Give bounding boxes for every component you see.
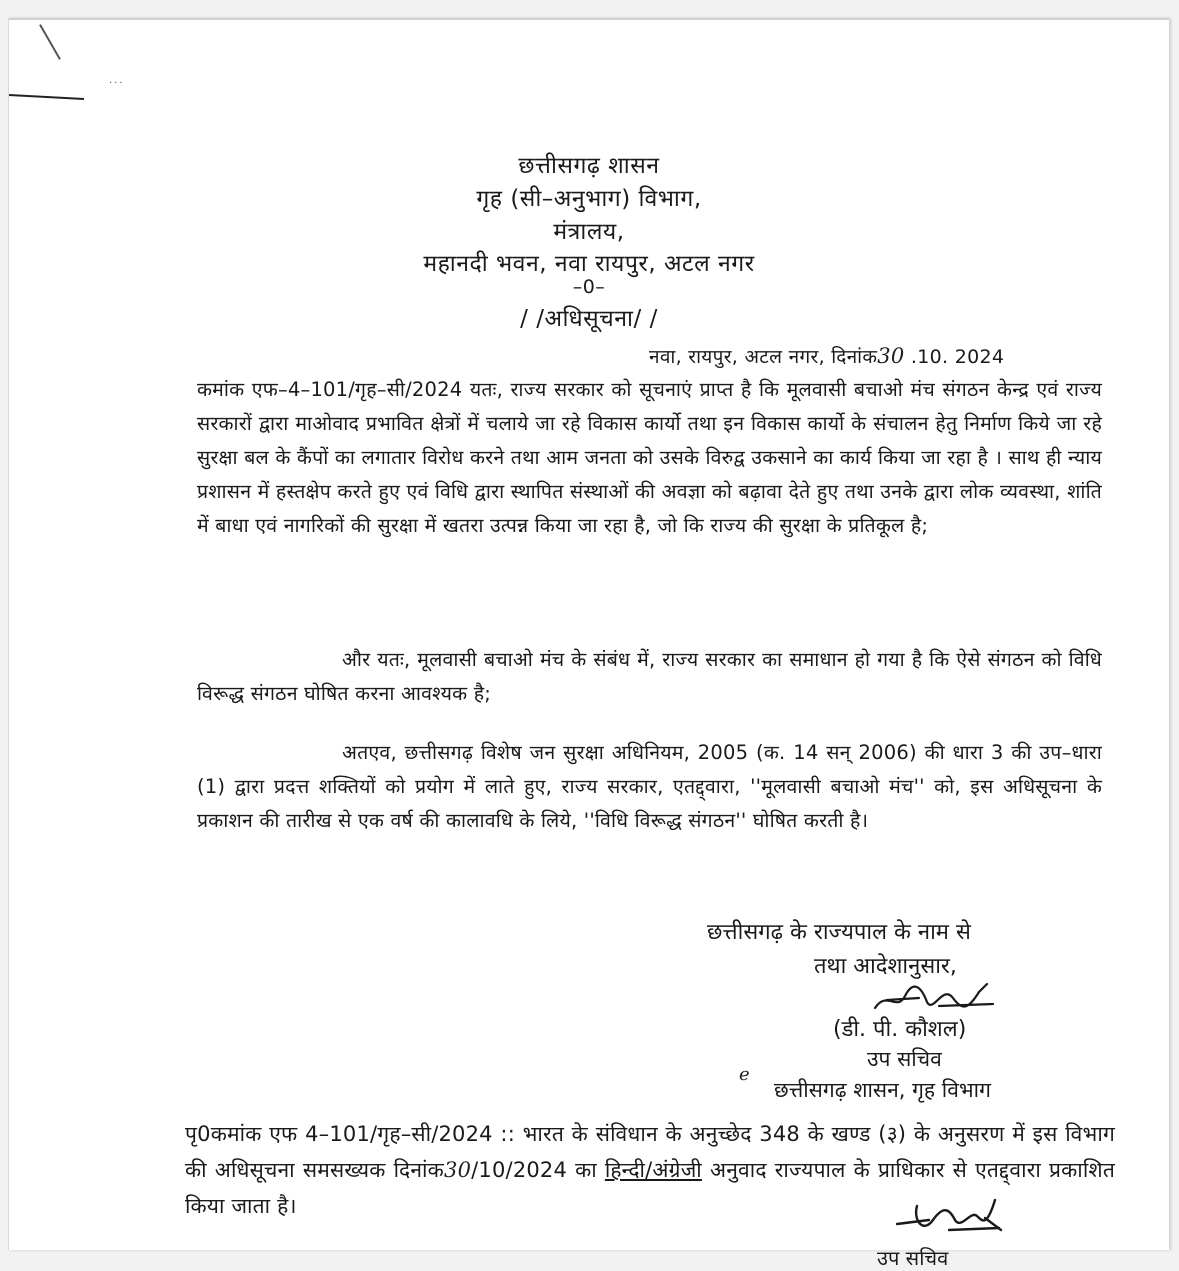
endorsement-language: हिन्दी/अंग्रेजी	[604, 1158, 702, 1182]
signature-authority-line1: छत्तीसगढ़ के राज्यपाल के नाम से	[707, 920, 971, 945]
date-suffix: .10. 2024	[904, 346, 1005, 368]
paragraph-declaration-text: अतएव, छत्तीसगढ़ विशेष जन सुरक्षा अधिनियम, 2005 (क. 14 सन् 2006) की धारा 3 की उप–धारा (1) द्वारा प्रदत्त शक्तियों को प्रयोग में लाते हुए, राज्य सरकार, एतद्द्वारा, ''मूलवासी बचाओ मंच'' को, इस अधिसूचना के प्रकाशन की तारीख से एक वर्ष की कालावधि के लिये, ''विधि विरूद्ध संगठन'' घोषित करती है।	[197, 741, 1102, 832]
officer-designation: उप सचिव	[867, 1047, 942, 1071]
header-government: छत्तीसगढ़ शासन	[518, 153, 660, 179]
notification-title: / /अधिसूचना/ /	[520, 306, 658, 332]
endorsement-text-mid: /10/2024 का	[471, 1158, 605, 1182]
paragraph-whereas-text: और यतः, मूलवासी बचाओ मंच के संबंध में, राज्य सरकार का समाधान हो गया है कि ऐसे संगठन को विधि विरूद्ध संगठन घोषित करना आवश्यक है;	[197, 648, 1102, 705]
officer-department: छत्तीसगढ़ शासन, गृह विभाग	[774, 1078, 991, 1102]
document-page	[8, 18, 1169, 1270]
page-top-edge	[9, 18, 1169, 20]
header-separator: –0–	[572, 276, 606, 298]
endorsement-text-before: पृ0कमांक एफ 4–101/गृह–सी/2024 :: भारत के संविधान के अनुच्छेद 348 के खण्ड (३) के अनुसरण में इस विभाग की अधिसूचना समसख्यक दिनांक	[185, 1122, 1115, 1182]
header-ministry: मंत्रालय,	[553, 219, 625, 245]
paragraph-declaration	[197, 736, 1102, 838]
date-prefix: नवा, रायपुर, अटल नगर, दिनांक	[649, 346, 878, 368]
signature-authority-line2: तथा आदेशानुसार,	[814, 954, 957, 979]
paragraph-preamble: कमांक एफ–4–101/गृह–सी/2024 यतः, राज्य सरकार को सूचनाएं प्राप्त है कि मूलवासी बचाओ मंच संगठन केन्द्र एवं राज्य सरकारों द्वारा माओवाद प्रभावित क्षेत्रों में चलाये जा रहे विकास कार्यो तथा इन विकास कार्यो के संचालन हेतु निर्माण किये जा रहे सुरक्षा बल के कैंपों का लगातार विरोध करने तथा आम जनता को उसके विरुद्व उकसाने का कार्य किया जा रहा है । साथ ही न्याय प्रशासन में हस्तक्षेप करते हुए एवं विधि द्वारा स्थापित संस्थाओं की अवज्ञा को बढ़ावा देते हुए तथा उनके द्वारा लोक व्यवस्था, शांति में बाधा एवं नागरिकों की सुरक्षा में खतरा उत्पन्न किया जा रहा है, जो कि राज्य की सुरक्षा के प्रतिकूल है;	[197, 378, 1102, 537]
paragraph-whereas	[197, 643, 1102, 711]
officer-name: (डी. पी. कौशल)	[833, 1017, 967, 1042]
scan-dust-dots: ···	[109, 78, 125, 89]
header-department: गृह (सी–अनुभाग) विभाग,	[476, 186, 702, 212]
date-line	[649, 343, 1004, 369]
header-address: महानदी भवन, नवा रायपुर, अटल नगर	[423, 251, 755, 277]
scan-scratch-mark	[9, 94, 84, 100]
endorsement-text-after: अनुवाद राज्यपाल के प्राधिकार से एतद्द्वारा प्रकाशित किया जाता है।	[185, 1158, 1115, 1218]
cut-off-designation: उप सचिव	[877, 1246, 949, 1270]
handwritten-date-day: 30	[877, 344, 905, 368]
handwritten-endorsement-day: 30	[444, 1158, 472, 1182]
endorsement-signature	[889, 1190, 1009, 1240]
handwritten-mark: e	[739, 1064, 750, 1085]
scan-scratch-mark	[39, 24, 61, 60]
